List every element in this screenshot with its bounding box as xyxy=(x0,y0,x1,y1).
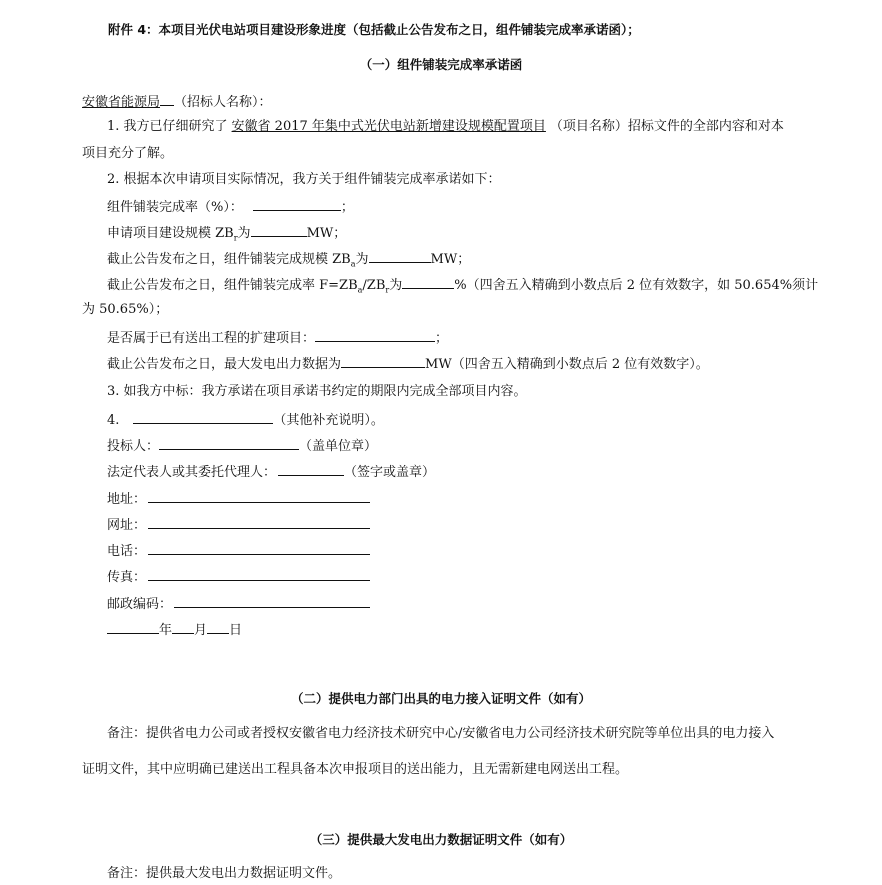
section3-title: （三）提供最大发电出力数据证明文件（如有） xyxy=(309,832,573,847)
paragraph-4 xyxy=(107,410,384,430)
address-line xyxy=(107,489,370,509)
year-blank[interactable] xyxy=(107,620,159,634)
addressee-name: 安徽省能源局 xyxy=(82,95,161,110)
month-blank[interactable] xyxy=(172,620,194,634)
expand-blank[interactable] xyxy=(315,328,435,342)
expand-line xyxy=(107,328,448,348)
addressee-suffix: （招标人名称）： xyxy=(174,95,272,110)
phone-label: 电话： xyxy=(107,544,147,559)
fax-label: 传真： xyxy=(107,570,147,585)
scale-blank[interactable] xyxy=(251,223,307,237)
ratio-cont: 为 50.65%）； xyxy=(82,302,169,317)
fax-blank[interactable] xyxy=(148,567,370,581)
addressee-underline xyxy=(160,92,174,106)
address-blank[interactable] xyxy=(148,489,370,503)
website-blank[interactable] xyxy=(148,515,370,529)
addressee-line xyxy=(82,92,272,112)
expand-label: 是否属于已有送出工程的扩建项目： xyxy=(107,331,316,346)
section2-note-2: 证明文件，其中应明确已建送出工程具备本次申报项目的送出能力，且无需新建电网送出工程。 xyxy=(82,762,629,777)
section2-note-1: 备注：提供省电力公司或者授权安徽省电力经济技术研究中心/安徽省电力公司经济技术研究院等单位出具的电力接入 xyxy=(107,726,775,741)
rep-label: 法定代表人或其委托代理人： xyxy=(107,465,277,480)
ratio-sub-a: a xyxy=(357,285,363,295)
section3-note: 备注：提供最大发电出力数据证明文件。 xyxy=(107,866,342,881)
ratio-line xyxy=(107,275,818,300)
p1-prefix: 1. 我方已仔细研究了 xyxy=(107,119,228,134)
paragraph-1 xyxy=(107,118,784,136)
project-name: 安徽省 2017 年集中式光伏电站新增建设规模配置项目 xyxy=(231,119,546,134)
bidder-line xyxy=(107,436,377,456)
ratio-blank[interactable] xyxy=(402,275,454,289)
phone-blank[interactable] xyxy=(148,541,370,555)
power-unit: MW（四舍五入精确到小数点后 2 位有效数字）。 xyxy=(425,357,709,372)
address-label: 地址： xyxy=(107,492,147,507)
scale-sub: r xyxy=(233,233,238,243)
day-label: 日 xyxy=(229,623,243,638)
day-blank[interactable] xyxy=(207,620,229,634)
website-label: 网址： xyxy=(107,518,147,533)
rate-label: 组件铺装完成率（%）： xyxy=(107,200,243,215)
section2-title: （二）提供电力部门出具的电力接入证明文件（如有） xyxy=(290,691,591,706)
phone-line xyxy=(107,541,370,561)
zip-blank[interactable] xyxy=(174,594,370,608)
done-label: 截止公告发布之日，组件铺装完成规模 ZB xyxy=(107,252,351,267)
p4-blank[interactable] xyxy=(133,410,273,424)
month-label: 月 xyxy=(194,623,208,638)
zip-label: 邮政编码： xyxy=(107,597,173,612)
ratio-sub-r: r xyxy=(385,285,390,295)
done-blank[interactable] xyxy=(369,249,431,263)
website-line xyxy=(107,515,370,535)
scale-unit: MW； xyxy=(306,226,347,241)
rate-end: ； xyxy=(340,200,354,215)
p4-suffix: （其他补充说明）。 xyxy=(273,413,384,428)
section1-title: （一）组件铺装完成率承诺函 xyxy=(359,57,523,72)
rate-blank[interactable] xyxy=(253,197,341,211)
power-blank[interactable] xyxy=(341,354,425,368)
bidder-blank[interactable] xyxy=(159,436,299,450)
bidder-suffix: （盖单位章） xyxy=(299,439,378,454)
p1-suffix: （项目名称）招标文件的全部内容和对本 xyxy=(549,119,784,134)
zip-line xyxy=(107,594,370,614)
date-line xyxy=(107,620,242,640)
scale-label: 申请项目建设规模 ZB xyxy=(107,226,234,241)
paragraph-3: 3. 如我方中标：我方承诺在项目承诺书约定的期限内完成全部项目内容。 xyxy=(107,384,527,399)
ratio-label-3: 为 xyxy=(389,278,403,293)
ratio-label-1: 截止公告发布之日，组件铺装完成率 F=ZB xyxy=(107,278,358,293)
rate-line xyxy=(107,197,354,217)
ratio-label-2: /ZB xyxy=(362,278,386,293)
done-unit: MW； xyxy=(430,252,471,267)
paragraph-1-cont: 项目充分了解。 xyxy=(82,146,174,161)
done-sub: a xyxy=(350,259,356,269)
fax-line xyxy=(107,567,370,587)
done-mid: 为 xyxy=(355,252,369,267)
rep-suffix: （签字或盖章） xyxy=(344,465,436,480)
ratio-unit: %（四舍五入精确到小数点后 2 位有效数字，如 50.654%须计 xyxy=(454,278,819,293)
rep-blank[interactable] xyxy=(278,462,344,476)
expand-end: ； xyxy=(435,331,449,346)
bidder-label: 投标人： xyxy=(107,439,160,454)
p4-prefix: 4. xyxy=(107,413,120,428)
scale-line xyxy=(107,223,346,248)
year-label: 年 xyxy=(159,623,173,638)
power-line xyxy=(107,354,709,374)
attachment-heading: 附件 4：本项目光伏电站项目建设形象进度（包括截止公告发布之日，组件铺装完成率承诺函）； xyxy=(108,22,640,37)
done-line xyxy=(107,249,470,274)
scale-mid: 为 xyxy=(237,226,251,241)
power-label: 截止公告发布之日，最大发电出力数据为 xyxy=(107,357,342,372)
paragraph-2: 2. 根据本次申请项目实际情况，我方关于组件铺装完成率承诺如下： xyxy=(107,172,501,187)
rep-line xyxy=(107,462,435,482)
